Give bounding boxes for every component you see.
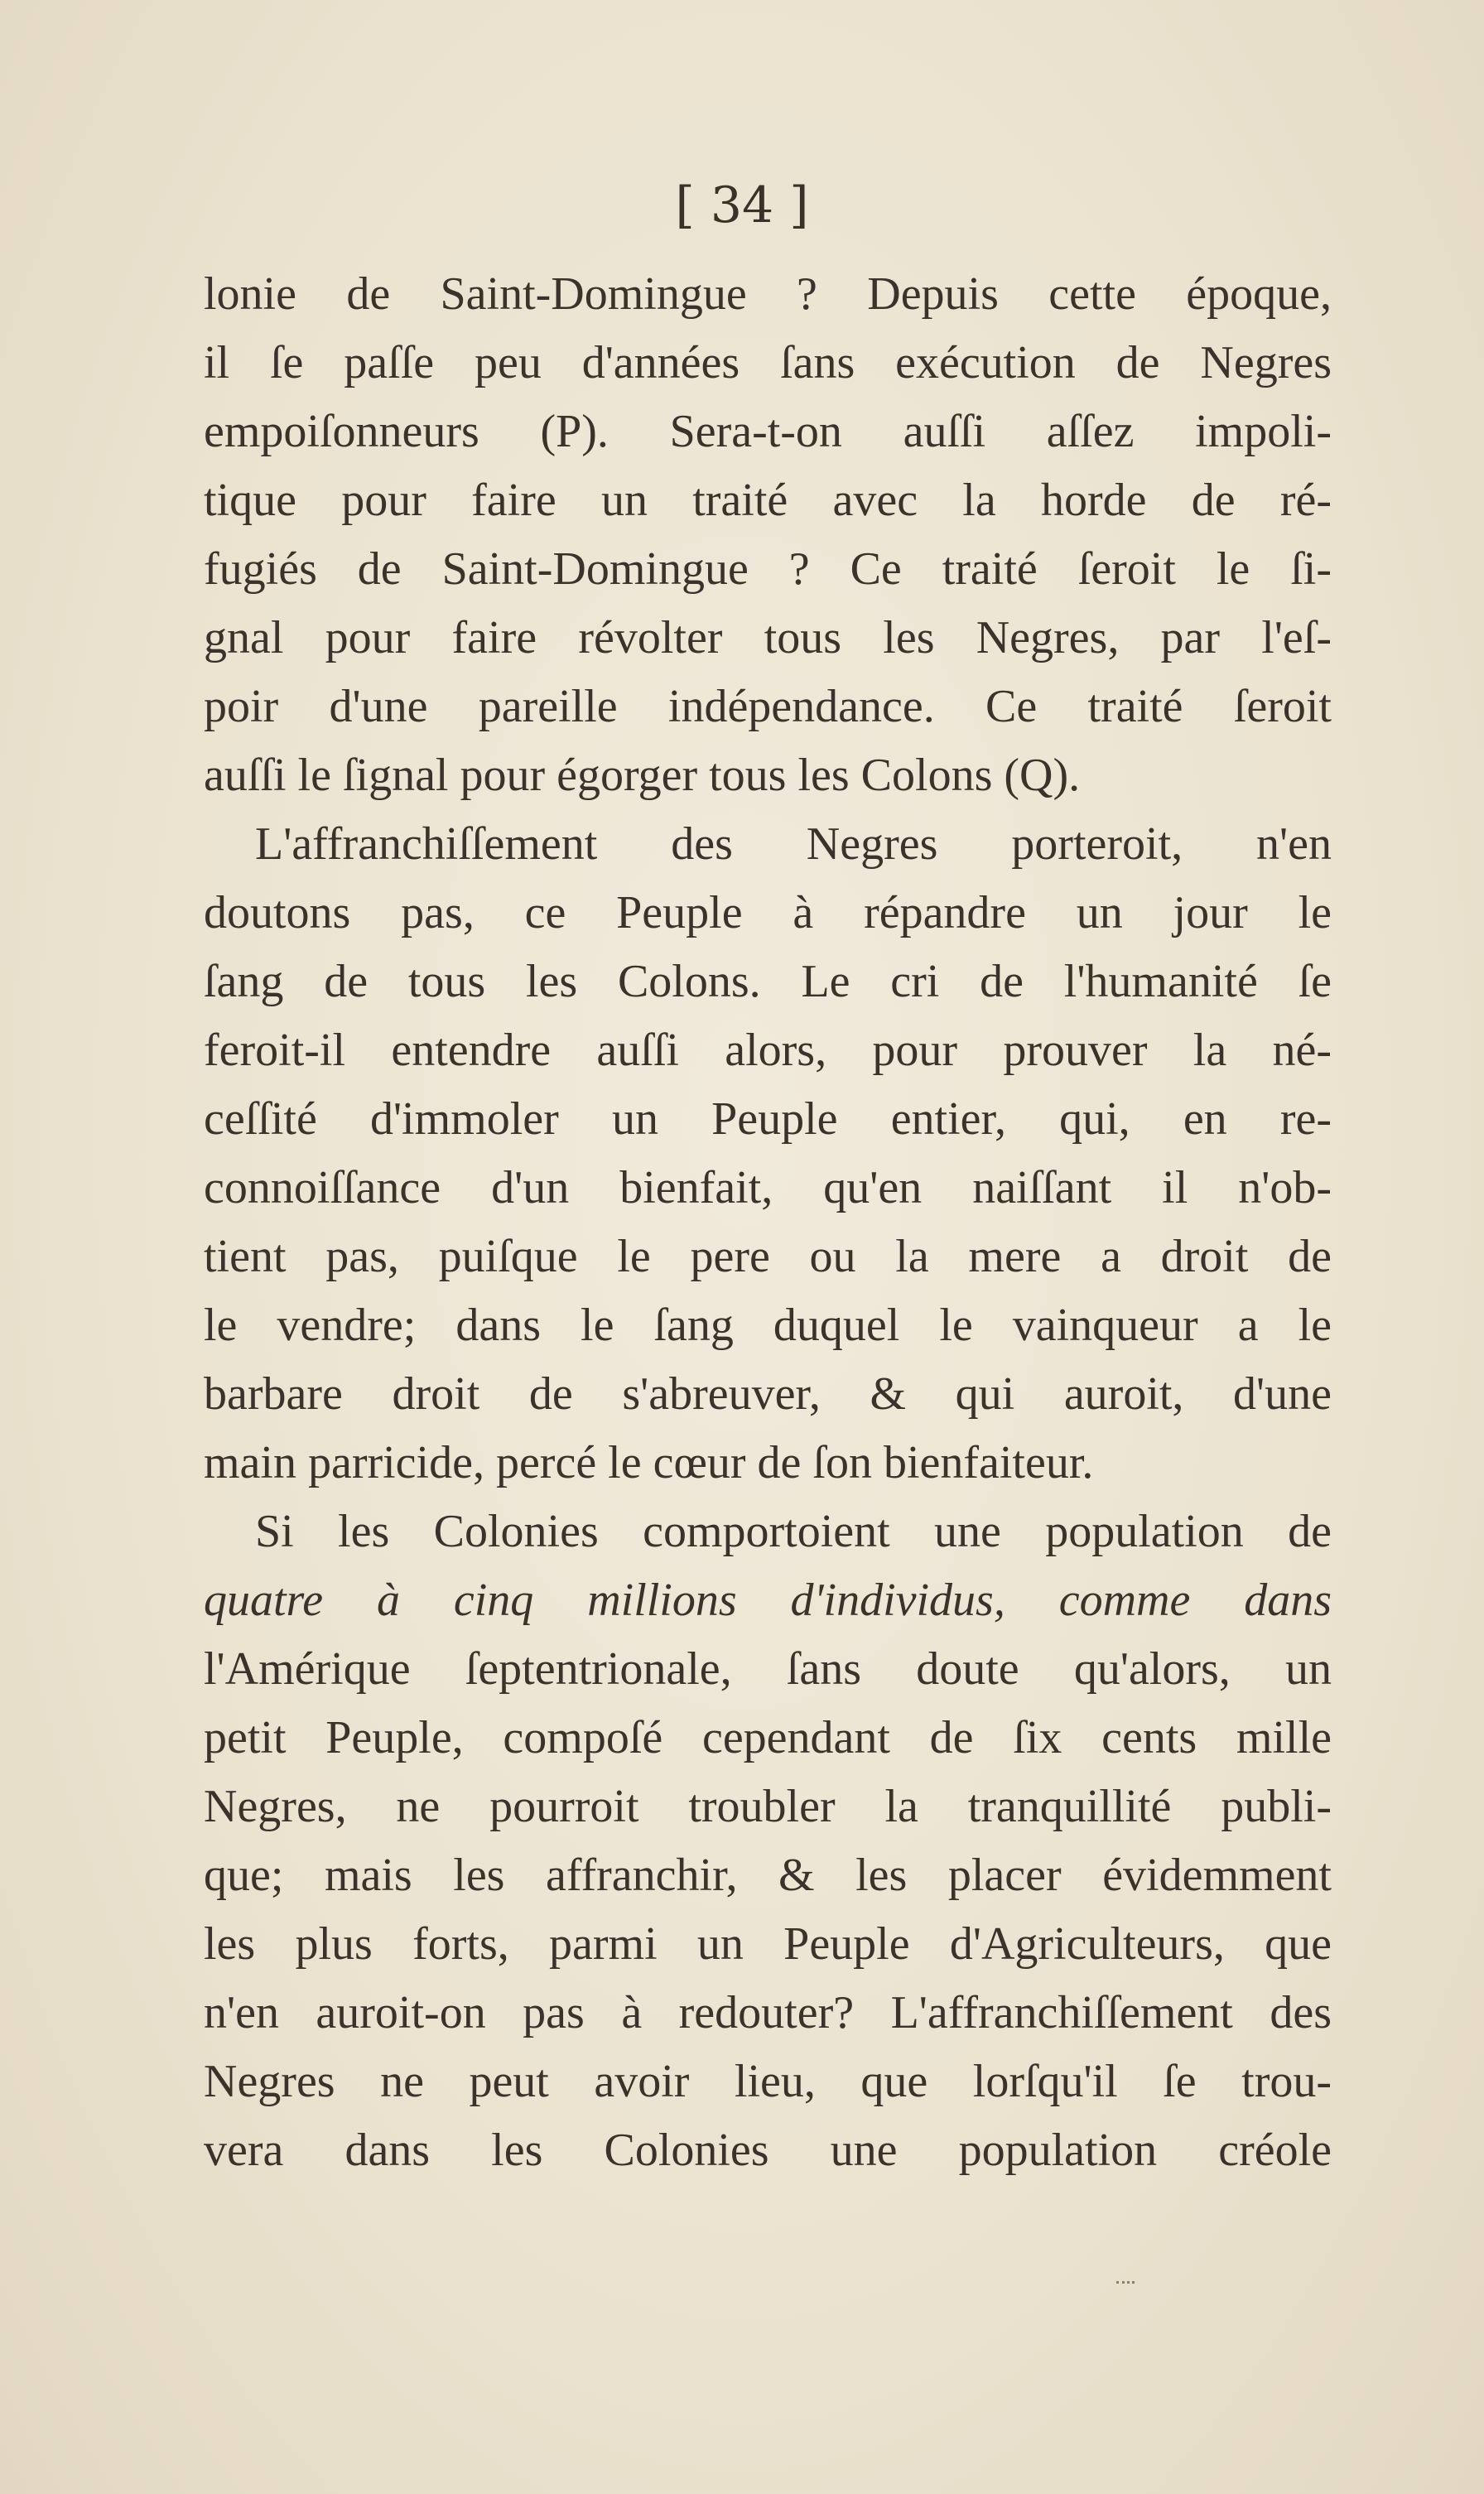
page-number: [ 34 ] <box>675 176 809 234</box>
text-line: empoiſonneurs (P). Sera-t-on auſſi aſſez impoli- <box>204 406 1332 457</box>
text-line: feroit-il entendre auſſi alors, pour prouver la né- <box>204 1025 1332 1076</box>
text-line: ceſſité d'immoler un Peuple entier, qui, en re- <box>204 1093 1332 1145</box>
text-line: ſang de tous les Colons. Le cri de l'humanité ſe <box>204 956 1332 1007</box>
text-line: il ſe paſſe peu d'années ſans exécution de Negres <box>204 337 1332 388</box>
text-line: le vendre; dans le ſang duquel le vainqueur a le <box>204 1300 1332 1351</box>
text-line: auſſi le ſignal pour égorger tous les Colons (Q). <box>204 750 1081 801</box>
text-line: l'Amérique ſeptentrionale, ſans doute qu'alors, un <box>204 1643 1332 1695</box>
text-line: lonie de Saint-Domingue ? Depuis cette époque, <box>204 268 1332 320</box>
text-line: main parricide, percé le cœur de ſon bienfaiteur. <box>204 1437 1094 1488</box>
text-line: Negres ne peut avoir lieu, que lorſqu'il ſe trou- <box>204 2056 1332 2107</box>
text-line: Negres, ne pourroit troubler la tranquillité publi- <box>204 1781 1332 1832</box>
text-line: tient pas, puiſque le pere ou la mere a droit de <box>204 1231 1332 1282</box>
paragraph-first-line: Si les Colonies comportoient une population de <box>255 1506 1332 1557</box>
text-line: connoiſſance d'un bienfait, qu'en naiſſant il n'ob- <box>204 1162 1332 1213</box>
text-line: poir d'une pareille indépendance. Ce traité ſeroit <box>204 681 1332 732</box>
ink-speck <box>1116 2281 1135 2289</box>
text-line: tique pour faire un traité avec la horde de ré- <box>204 475 1332 526</box>
text-line: les plus forts, parmi un Peuple d'Agriculteurs, que <box>204 1918 1332 1970</box>
paragraph-first-line: L'affranchiſſement des Negres porteroit, n'en <box>255 818 1332 870</box>
text-line: que; mais les affranchir, & les placer évidemment <box>204 1850 1332 1901</box>
text-line: barbare droit de s'abreuver, & qui auroit, d'une <box>204 1368 1332 1420</box>
text-line: fugiés de Saint-Domingue ? Ce traité ſeroit le ſi- <box>204 543 1332 595</box>
text-line-italic: quatre à cinq millions d'individus, comme dans <box>204 1575 1332 1626</box>
text-line: petit Peuple, compoſé cependant de ſix cents mille <box>204 1712 1332 1763</box>
body-text <box>204 260 1332 2185</box>
text-line: n'en auroit-on pas à redouter? L'affranchiſſement des <box>204 1987 1332 2038</box>
text-line: gnal pour faire révolter tous les Negres, par l'eſ- <box>204 612 1332 663</box>
text-line: vera dans les Colonies une population créole <box>204 2125 1332 2176</box>
text-line: doutons pas, ce Peuple à répandre un jour le <box>204 887 1332 938</box>
